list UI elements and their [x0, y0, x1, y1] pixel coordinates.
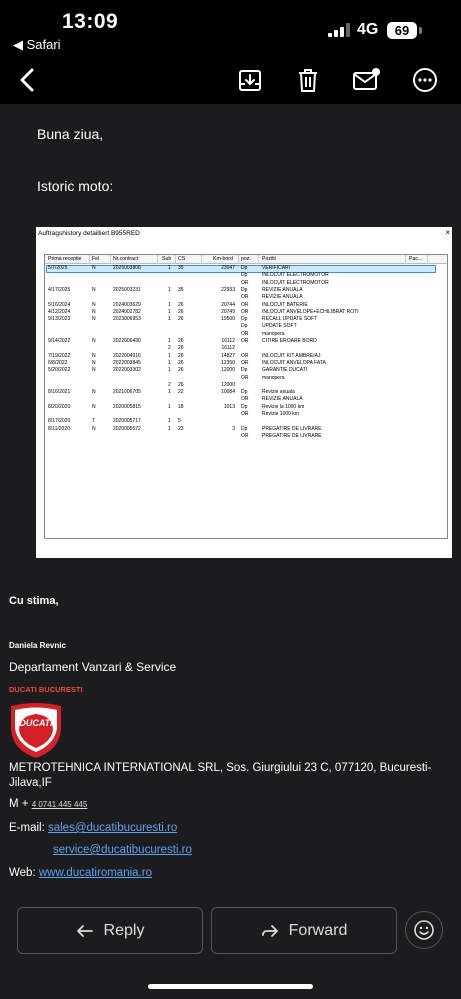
table-cell: PREGATIRE DE LIVRARE: [262, 425, 322, 432]
header-cell: Nr.contract: [113, 256, 139, 262]
message-body: [0, 104, 461, 904]
trash-icon[interactable]: [290, 62, 326, 98]
table-cell: 26: [178, 359, 184, 366]
table-cell: 2022006430: [113, 338, 141, 344]
web-line: [9, 867, 152, 879]
service-history-image[interactable]: [36, 227, 452, 558]
table-cell: Dp: [241, 272, 248, 279]
table-cell: INLOCUIT KIT AMBREIAJ: [262, 352, 321, 359]
table-cell: OR: [241, 308, 249, 315]
web-label: Web:: [9, 867, 39, 879]
table-cell: 1013: [223, 403, 235, 410]
reply-button[interactable]: [17, 907, 203, 954]
reply-arrow-icon: [76, 924, 94, 938]
table-cell: 1: [168, 286, 171, 293]
table-cell: 9/13/2023: [48, 316, 71, 323]
smiley-icon: [413, 919, 435, 941]
emoji-reaction-button[interactable]: [405, 911, 443, 949]
header-cell: CS: [178, 256, 186, 262]
table-cell: 1: [168, 403, 171, 410]
header-cell: Pac...: [409, 256, 423, 262]
sender-department: Departament Vanzari & Service: [9, 660, 177, 674]
image-close-icon: ×: [445, 228, 450, 237]
closing-text: Cu stima,: [9, 595, 59, 607]
header-cell: Prima receptie: [48, 256, 82, 262]
table-cell: OR: [241, 301, 249, 308]
table-cell: 1: [168, 308, 171, 315]
table-cell: OR: [241, 294, 249, 301]
svg-text:DUCATI: DUCATI: [19, 718, 53, 728]
table-cell: 23047: [221, 265, 235, 271]
table-cell: REVIZIE ANUALA: [262, 396, 303, 403]
back-to-safari-link[interactable]: ◀ Safari: [13, 37, 61, 52]
table-cell: 1: [168, 359, 171, 366]
network-type: 4G: [357, 21, 379, 38]
table-cell: N: [92, 301, 96, 308]
table-cell: 5: [178, 418, 181, 425]
home-indicator: [148, 984, 313, 989]
table-cell: 2020005815: [113, 403, 141, 410]
table-header: [45, 255, 447, 264]
table-cell: 26: [178, 308, 184, 315]
table-cell: 5/20/2022: [48, 367, 71, 374]
mark-unread-icon[interactable]: [348, 62, 384, 98]
table-cell: 35: [178, 286, 184, 293]
reply-label: Reply: [103, 921, 145, 939]
company-name: DUCATI BUCURESTI: [9, 685, 83, 694]
table-cell: 2020005572: [113, 425, 141, 432]
table-cell: 2023006953: [113, 316, 141, 323]
table-cell: 26: [178, 301, 184, 308]
table-cell: 8/11/2020: [48, 425, 70, 432]
table-cell: INLOCUIT ELECTROMOTOR: [262, 279, 329, 286]
table-cell: 35: [178, 265, 184, 271]
table-cell: Dp: [241, 265, 248, 271]
table-cell: Dp: [241, 425, 248, 432]
table-cell: 16112: [221, 338, 235, 344]
table-cell: 4/17/2025: [48, 286, 71, 293]
table-cell: Revizie 1000 km: [262, 411, 299, 417]
table-cell: Revizie anuala: [262, 389, 295, 396]
table-cell: 2022003845: [113, 359, 141, 366]
sender-name: Daniela Revnic: [9, 641, 66, 650]
table-cell: 2: [168, 345, 171, 352]
table-cell: 1: [168, 301, 171, 308]
table-cell: GARANTIE DUCATI: [262, 367, 308, 374]
table-cell: N: [92, 316, 96, 323]
table-cell: Revizie la 1000 km: [262, 403, 305, 410]
header-cell: poz.: [241, 256, 251, 262]
table-cell: 22: [178, 389, 184, 396]
table-cell: 5/16/2024: [48, 301, 71, 308]
greeting-text: Buna ziua,: [37, 126, 104, 142]
table-cell: 7/19/2022: [48, 352, 71, 359]
table-cell: 8/20/2020: [48, 403, 71, 410]
table-cell: 2024003629: [113, 301, 141, 308]
more-options-icon[interactable]: [407, 62, 443, 98]
status-bar: [0, 0, 461, 58]
table-cell: Dp: [241, 316, 248, 323]
table-cell: OR: [241, 374, 249, 381]
table-cell: OR: [241, 396, 249, 403]
table-cell: 2024002782: [113, 308, 141, 315]
history-table: [44, 254, 448, 539]
archive-icon[interactable]: [232, 62, 268, 98]
clock: 13:09: [62, 10, 119, 33]
header-cell: Km-bord: [213, 256, 233, 262]
table-cell: T: [92, 418, 96, 425]
table-cell: INLOCUIT ANVELOPE+ECHILIBRAT ROTI: [262, 308, 359, 315]
table-cell: 4/12/2024: [48, 308, 71, 315]
table-cell: 8/17/2020: [48, 418, 71, 425]
table-cell: 9/14/2022: [48, 338, 71, 344]
table-cell: CITIRE EROARE BORD: [262, 338, 317, 344]
table-cell: 8/16/2021: [48, 389, 71, 396]
table-cell: 18: [178, 403, 184, 410]
table-cell: INLOCUIT BATERIE: [262, 301, 308, 308]
table-cell: INLOCUIT ANVELOPA FATA: [262, 359, 326, 366]
table-cell: OR: [241, 359, 249, 366]
table-cell: Dp: [241, 367, 248, 374]
table-cell: 2025003808: [113, 265, 141, 271]
table-cell: 1: [168, 389, 171, 396]
table-cell: OR: [241, 330, 249, 337]
table-cell: Dp: [241, 323, 248, 330]
table-cell: 6/8/2022: [48, 359, 68, 366]
table-cell: 20749: [221, 308, 235, 315]
table-cell: REVIZIE ANUALA: [262, 294, 303, 301]
table-cell: 1: [168, 352, 171, 359]
email-label: E-mail:: [9, 822, 48, 834]
table-cell: 1: [168, 316, 171, 323]
forward-label: Forward: [288, 921, 348, 939]
table-cell: 1: [168, 425, 171, 432]
forward-arrow-icon: [261, 924, 279, 938]
table-cell: 1: [168, 418, 171, 425]
email-line: [9, 822, 177, 834]
table-cell: N: [92, 403, 96, 410]
table-cell: 12000: [221, 381, 235, 388]
table-cell: 2022004916: [113, 352, 141, 359]
table-cell: N: [92, 425, 96, 432]
table-cell: N: [92, 286, 96, 293]
table-cell: 2021006705: [113, 389, 141, 396]
table-cell: REVIZIE ANUALA: [262, 286, 303, 293]
table-cell: 3: [232, 425, 235, 432]
table-cell: 26: [178, 338, 184, 344]
table-cell: Dp: [241, 389, 248, 396]
ducati-logo: [9, 702, 63, 760]
table-cell: N: [92, 359, 96, 366]
website-link[interactable]: www.ducatiromania.ro: [38, 867, 152, 879]
table-cell: 16112: [221, 345, 235, 352]
table-cell: PREGATIRE DE LIVRARE: [262, 432, 322, 439]
table-cell: OR: [241, 279, 249, 286]
table-cell: 2025003231: [113, 286, 141, 293]
table-cell: 26: [178, 381, 184, 388]
table-cell: 2020005717: [113, 418, 141, 425]
table-cell: manopera: [262, 330, 285, 337]
table-cell: 22933: [221, 286, 235, 293]
email-line-2: [53, 844, 192, 856]
table-cell: VERIFICARI: [262, 265, 291, 271]
table-cell: manopera: [262, 374, 285, 381]
intro-text: Istoric moto:: [37, 178, 114, 194]
table-cell: 14827: [221, 352, 235, 359]
header-cell: Sub: [162, 256, 172, 262]
table-cell: 2022003302: [113, 367, 141, 374]
table-cell: OR: [241, 352, 249, 359]
table-cell: N: [92, 308, 96, 315]
table-cell: Dp: [241, 403, 248, 410]
bottom-action-bar: [0, 904, 461, 999]
forward-button[interactable]: [211, 907, 397, 954]
table-cell: 12350: [221, 359, 235, 366]
battery-icon: 69: [387, 22, 417, 39]
table-cell: OR: [241, 432, 249, 439]
table-cell: 2: [168, 381, 171, 388]
header-cell: Pozitii: [262, 256, 276, 262]
table-cell: 1: [168, 338, 171, 344]
table-cell: RECALL UPDATE SOFT: [262, 316, 318, 323]
table-cell: 19500: [221, 316, 235, 323]
table-cell: 20744: [221, 301, 235, 308]
header-cell: Fel: [92, 256, 100, 262]
table-cell: 10084: [221, 389, 235, 396]
company-address: METROTEHNICA INTERNATIONAL SRL, Sos. Giurgiului 23 C, 077120, Bucuresti-Jilava,IF: [9, 762, 432, 789]
table-cell: 5/7/2025: [48, 265, 68, 271]
sales-email-link[interactable]: sales@ducatibucuresti.ro: [47, 822, 178, 834]
table-cell: Dp: [241, 286, 248, 293]
mobile-label: M +: [9, 798, 32, 810]
table-cell: 23: [178, 425, 184, 432]
table-cell: N: [92, 352, 96, 359]
table-cell: OR: [241, 411, 249, 417]
table-cell: N: [92, 338, 96, 344]
signal-icon: [328, 23, 350, 37]
table-cell: N: [92, 265, 96, 271]
mail-toolbar: [0, 58, 461, 104]
back-chevron-icon[interactable]: [10, 62, 46, 98]
image-window-title: Auftragshistory detailliert B955RED: [38, 230, 140, 237]
service-email-link[interactable]: service@ducatibucuresti.ro: [53, 844, 192, 856]
mobile-line: [9, 798, 87, 810]
table-cell: N: [92, 389, 96, 396]
table-cell: OR: [241, 338, 249, 344]
table-cell: 26: [178, 345, 184, 352]
battery-tip: [419, 27, 422, 34]
table-cell: 26: [178, 352, 184, 359]
table-cell: 26: [178, 316, 184, 323]
mobile-number-link[interactable]: 4 0741 445 445: [31, 800, 88, 809]
table-cell: 12000: [221, 367, 235, 374]
table-cell: 26: [178, 367, 184, 374]
table-cell: UPDATE SOFT: [262, 323, 297, 330]
table-cell: 1: [168, 265, 171, 271]
table-cell: INLOCUIT ELECTROMOTOR: [262, 272, 329, 279]
table-cell: 1: [168, 367, 171, 374]
table-cell: N: [92, 367, 96, 374]
